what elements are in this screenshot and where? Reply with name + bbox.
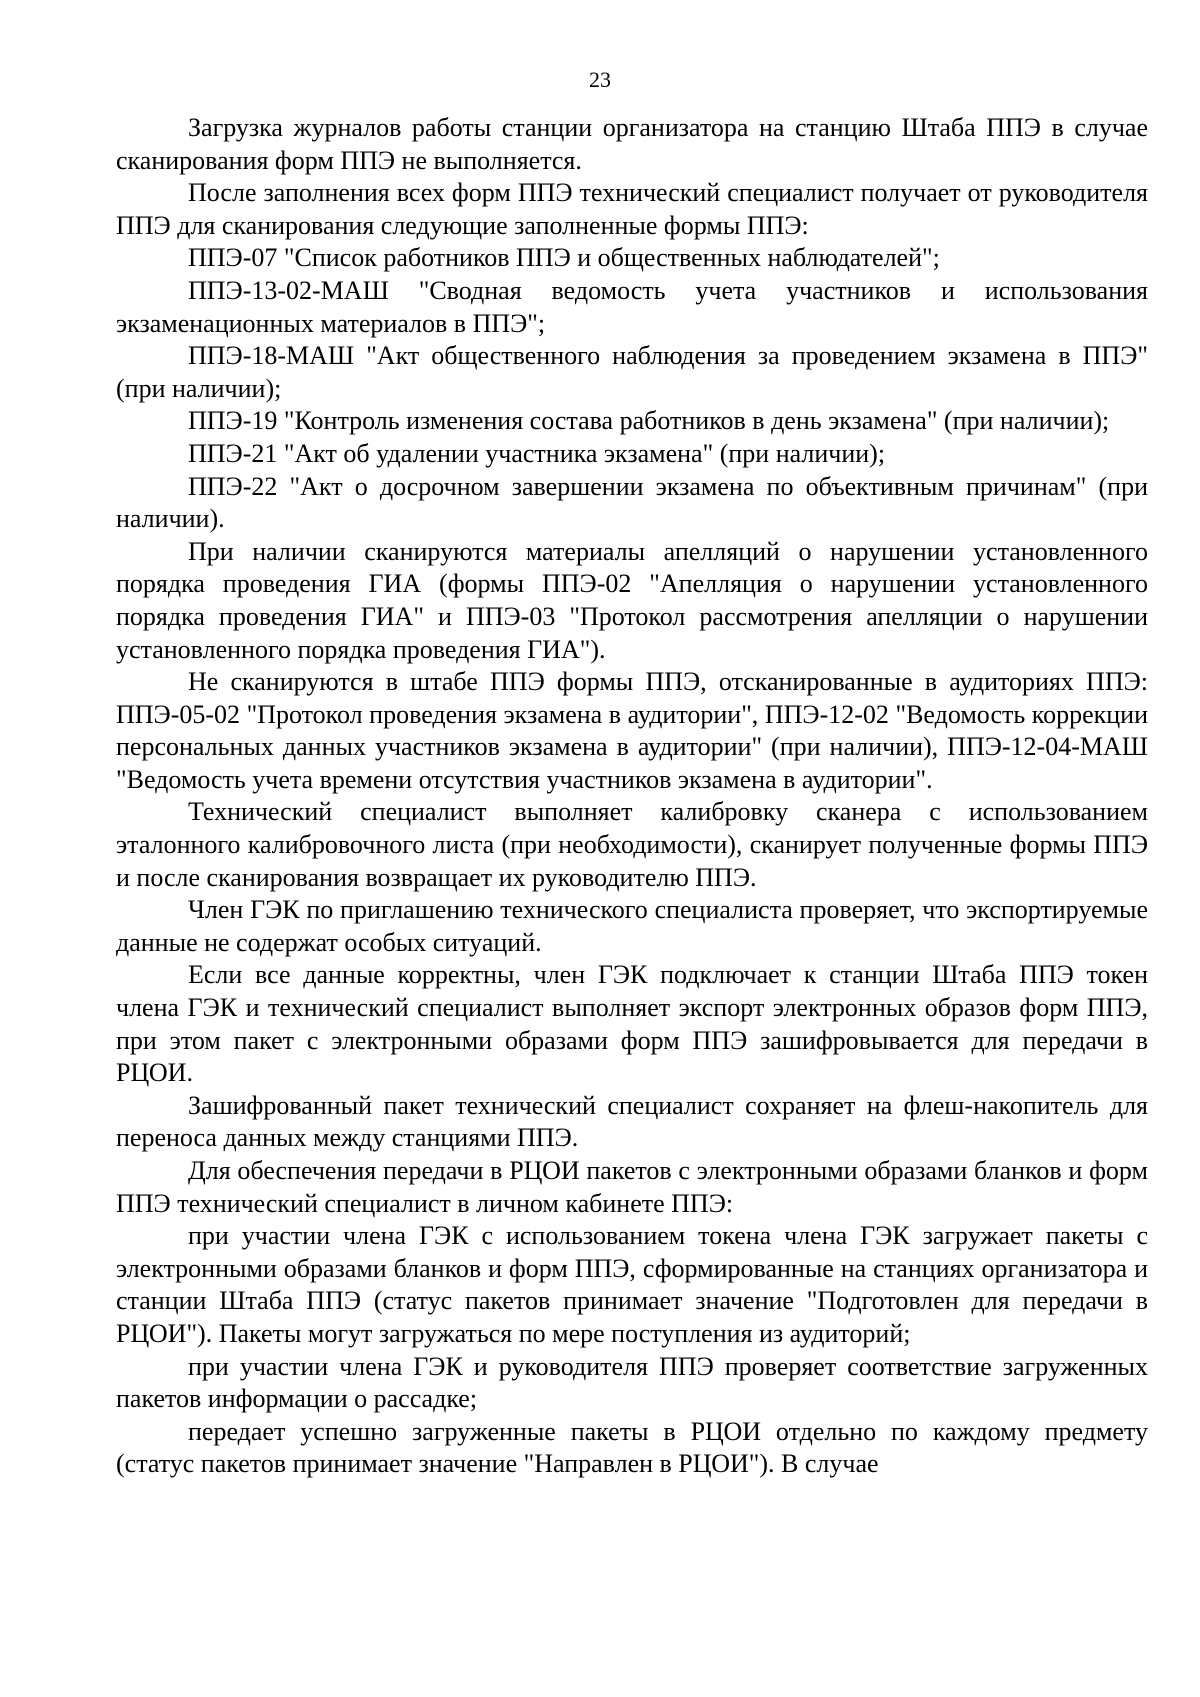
page-number: 23 (589, 67, 611, 92)
paragraph: Если все данные корректны, член ГЭК подключает к станции Штаба ППЭ токен члена ГЭК и технический специалист выполняет экспорт электронных образов форм ППЭ, при этом пакет с электронными образами форм ППЭ зашифровывается для передачи в РЦОИ. (116, 960, 1148, 1088)
list-item: ППЭ-13-02-МАШ "Сводная ведомость учета участников и использования экзаменационных материалов в ППЭ"; (116, 275, 1148, 338)
paragraph: Технический специалист выполняет калибровку сканера с использованием эталонного калибровочного листа (при необходимости), сканирует полученные формы ППЭ и после сканирования возвращает их руководителю ППЭ. (116, 797, 1148, 892)
list-item: при участии члена ГЭК с использованием токена члена ГЭК загружает пакеты с электронными образами бланков и форм ППЭ, сформированные на станциях организатора и станции Штаба ППЭ (статус пакетов принимает значение "Подготовлен для передачи в РЦОИ"). Пакеты могут загружаться по мере поступления из аудиторий; (116, 1221, 1148, 1348)
list-item: передает успешно загруженные пакеты в РЦОИ отдельно по каждому предмету (статус пакетов принимает значение "Направлен в РЦОИ"). В случае (116, 1416, 1148, 1479)
paragraph: Для обеспечения передачи в РЦОИ пакетов с электронными образами бланков и форм ППЭ технический специалист в личном кабинете ППЭ: (116, 1156, 1148, 1218)
paragraph: Член ГЭК по приглашению технического специалиста проверяет, что экспортируемые данные не содержат особых ситуаций. (116, 895, 1148, 957)
list-item: ППЭ-07 "Список работников ППЭ и общественных наблюдателей"; (188, 243, 940, 273)
list-item: ППЭ-21 "Акт об удалении участника экзамена" (при наличии); (188, 438, 886, 468)
paragraph: Загрузка журналов работы станции организатора на станцию Штаба ППЭ в случае сканирования форм ППЭ не выполняется. (116, 113, 1148, 175)
paragraph: После заполнения всех форм ППЭ технический специалист получает от руководителя ППЭ для сканирования следующие заполненные формы ППЭ: (116, 178, 1148, 240)
body-text (116, 112, 1148, 1481)
paragraph: Зашифрованный пакет технический специалист сохраняет на флеш-накопитель для переноса данных между станциями ППЭ. (116, 1090, 1148, 1153)
list-item: ППЭ-22 "Акт о досрочном завершении экзамена по объективным причинам" (при наличии). (116, 471, 1148, 534)
list-item: при участии члена ГЭК и руководителя ППЭ проверяет соответствие загруженных пакетов информации о рассадке; (116, 1351, 1148, 1414)
paragraph: Не сканируются в штабе ППЭ формы ППЭ, отсканированные в аудиториях ППЭ: ППЭ-05-02 "Протокол проведения экзамена в аудитории", ППЭ-12-02 "Ведомость коррекции персональных данных участников экзамена в аудитории" (при наличии), ППЭ-12-04-МАШ "Ведомость учета времени отсутствия участников экзамена в аудитории". (116, 667, 1148, 794)
list-item: ППЭ-18-МАШ "Акт общественного наблюдения за проведением экзамена в ППЭ" (при наличии); (116, 341, 1148, 403)
paragraph: При наличии сканируются материалы апелляций о нарушении установленного порядка проведения ГИА (формы ППЭ-02 "Апелляция о нарушении установленного порядка проведения ГИА" и ППЭ-03 "Протокол рассмотрения апелляции о нарушении установленного порядка проведения ГИА"). (116, 536, 1148, 664)
list-item: ППЭ-19 "Контроль изменения состава работников в день экзамена" (при наличии); (188, 406, 1110, 436)
